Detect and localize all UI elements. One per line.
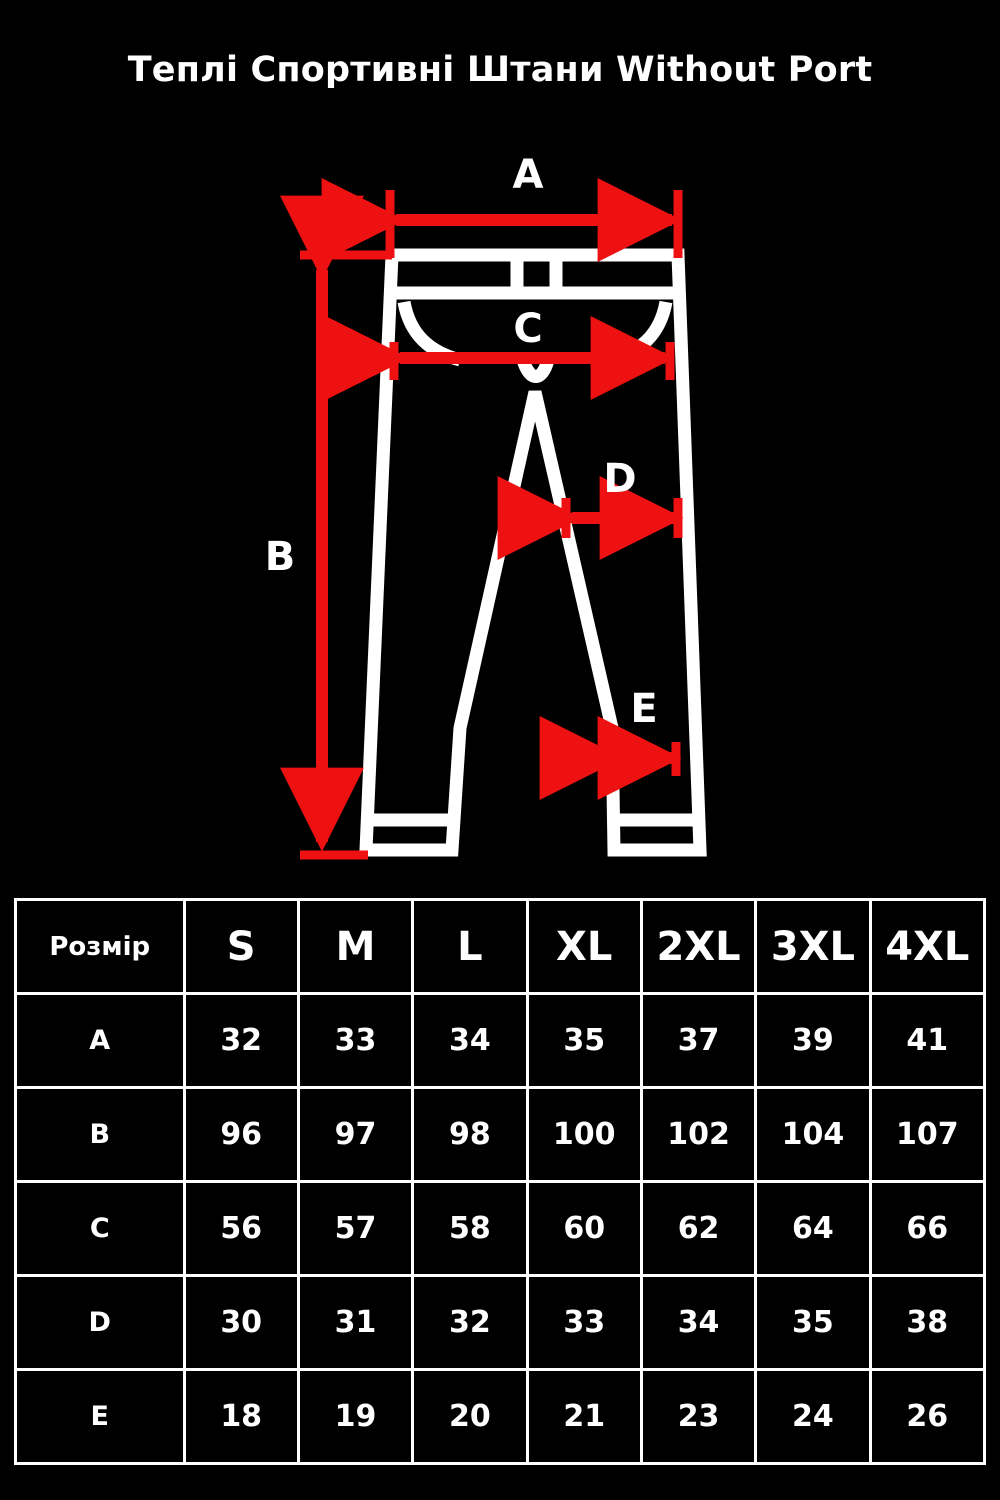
row-label-b: B <box>16 1088 185 1182</box>
cell-a-2xl: 37 <box>641 994 755 1088</box>
table-row <box>16 1276 985 1370</box>
measure-a <box>390 190 678 258</box>
table-header-4xl: 4XL <box>870 900 984 994</box>
table-header-xl: XL <box>527 900 641 994</box>
row-label-a: A <box>16 994 185 1088</box>
cell-d-4xl: 38 <box>870 1276 984 1370</box>
measure-d <box>566 498 678 538</box>
table-row <box>16 1088 985 1182</box>
cell-c-m: 57 <box>298 1182 412 1276</box>
cell-d-2xl: 34 <box>641 1276 755 1370</box>
cell-c-l: 58 <box>413 1182 527 1276</box>
label-d: D <box>603 456 637 502</box>
cell-c-4xl: 66 <box>870 1182 984 1276</box>
cell-d-l: 32 <box>413 1276 527 1370</box>
table-header-l: L <box>413 900 527 994</box>
table-row <box>16 994 985 1088</box>
cell-a-4xl: 41 <box>870 994 984 1088</box>
cell-b-m: 97 <box>298 1088 412 1182</box>
cell-c-2xl: 62 <box>641 1182 755 1276</box>
row-label-d: D <box>16 1276 185 1370</box>
label-a: A <box>512 152 544 198</box>
cell-a-l: 34 <box>413 994 527 1088</box>
table-header-3xl: 3XL <box>756 900 870 994</box>
cell-b-3xl: 104 <box>756 1088 870 1182</box>
cell-d-m: 31 <box>298 1276 412 1370</box>
table-row <box>16 1182 985 1276</box>
table-header-size: Розмір <box>16 900 185 994</box>
label-e: E <box>630 686 658 732</box>
cell-b-4xl: 107 <box>870 1088 984 1182</box>
cell-a-m: 33 <box>298 994 412 1088</box>
label-c: C <box>513 306 543 352</box>
cell-b-l: 98 <box>413 1088 527 1182</box>
cell-e-xl: 21 <box>527 1370 641 1464</box>
cell-e-s: 18 <box>184 1370 298 1464</box>
cell-e-m: 19 <box>298 1370 412 1464</box>
row-label-c: C <box>16 1182 185 1276</box>
cell-b-2xl: 102 <box>641 1088 755 1182</box>
cell-d-s: 30 <box>184 1276 298 1370</box>
cell-a-s: 32 <box>184 994 298 1088</box>
measure-e <box>610 742 676 776</box>
size-table <box>14 898 986 1465</box>
table-header-m: M <box>298 900 412 994</box>
cell-b-s: 96 <box>184 1088 298 1182</box>
cell-e-2xl: 23 <box>641 1370 755 1464</box>
cell-d-3xl: 35 <box>756 1276 870 1370</box>
row-label-e: E <box>16 1370 185 1464</box>
cell-c-xl: 60 <box>527 1182 641 1276</box>
cell-a-xl: 35 <box>527 994 641 1088</box>
cell-b-xl: 100 <box>527 1088 641 1182</box>
cell-c-3xl: 64 <box>756 1182 870 1276</box>
page-title: Теплі Спортивні Штани Without Port <box>127 50 873 90</box>
table-header-2xl: 2XL <box>641 900 755 994</box>
cell-c-s: 56 <box>184 1182 298 1276</box>
size-table-wrap <box>14 898 986 1465</box>
table-header-row <box>16 900 985 994</box>
cell-e-l: 20 <box>413 1370 527 1464</box>
label-b: B <box>264 534 296 580</box>
table-header-s: S <box>184 900 298 994</box>
measurement-diagram <box>0 130 1000 890</box>
cell-e-3xl: 24 <box>756 1370 870 1464</box>
cell-d-xl: 33 <box>527 1276 641 1370</box>
table-row <box>16 1370 985 1464</box>
cell-a-3xl: 39 <box>756 994 870 1088</box>
cell-e-4xl: 26 <box>870 1370 984 1464</box>
